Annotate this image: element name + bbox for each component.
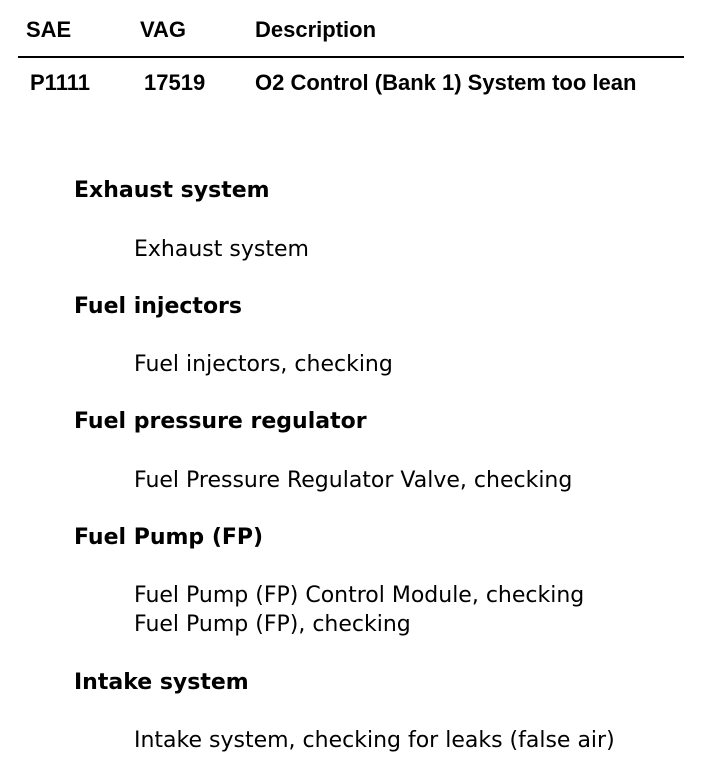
table-row bbox=[18, 58, 684, 108]
link-fuel-injectors-checking[interactable]: Fuel injectors, checking bbox=[134, 352, 393, 377]
section-heading-fuel-pump: Fuel Pump (FP) bbox=[74, 525, 264, 550]
link-fuel-pump-control-module[interactable]: Fuel Pump (FP) Control Module, checking bbox=[134, 583, 585, 608]
section-heading-exhaust-system: Exhaust system bbox=[74, 178, 270, 203]
header-vag: VAG bbox=[140, 17, 187, 42]
fault-code-table bbox=[18, 0, 684, 108]
header-description: Description bbox=[255, 17, 377, 42]
row-vag-code: 17519 bbox=[144, 70, 206, 95]
link-fuel-pump-checking[interactable]: Fuel Pump (FP), checking bbox=[134, 612, 411, 637]
header-sae: SAE bbox=[26, 17, 72, 42]
section-heading-fuel-injectors: Fuel injectors bbox=[74, 294, 242, 319]
section-heading-intake-system: Intake system bbox=[74, 670, 249, 695]
link-exhaust-system[interactable]: Exhaust system bbox=[134, 237, 309, 262]
table-header bbox=[18, 0, 684, 58]
row-sae-code: P1111 bbox=[30, 70, 90, 95]
link-intake-system-leaks[interactable]: Intake system, checking for leaks (false air) bbox=[134, 728, 615, 753]
section-heading-fuel-pressure-regulator: Fuel pressure regulator bbox=[74, 409, 367, 434]
link-fuel-pressure-regulator-valve[interactable]: Fuel Pressure Regulator Valve, checking bbox=[134, 468, 573, 493]
row-description: O2 Control (Bank 1) System too lean bbox=[255, 70, 637, 95]
